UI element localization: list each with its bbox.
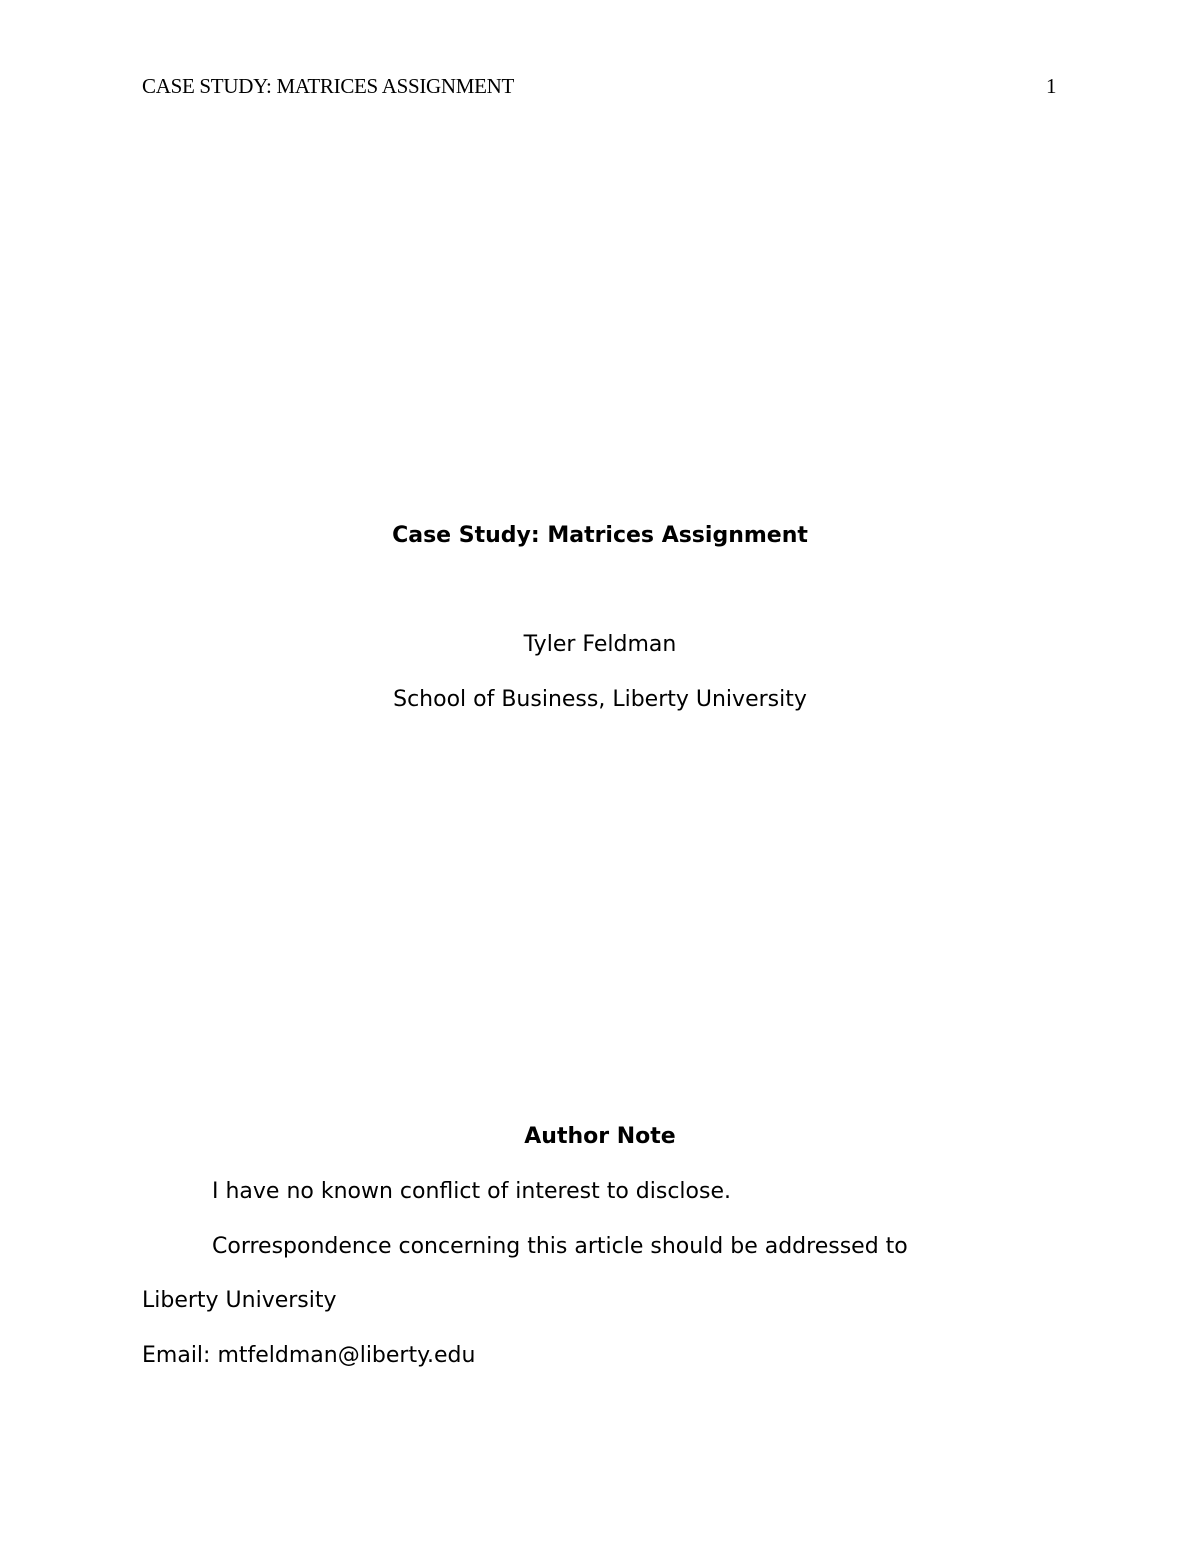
correspondence-recipient: Liberty University	[142, 1288, 337, 1313]
paper-title: Case Study: Matrices Assignment	[392, 523, 808, 548]
running-head: CASE STUDY: MATRICES ASSIGNMENT	[142, 74, 515, 98]
conflict-statement: I have no known conflict of interest to disclose.	[212, 1179, 731, 1204]
author-note-heading: Author Note	[524, 1124, 676, 1149]
page-number: 1	[1046, 74, 1057, 98]
author-affiliation: School of Business, Liberty University	[393, 687, 807, 712]
email-line: Email: mtfeldman@liberty.edu	[142, 1343, 476, 1368]
correspondence-line: Correspondence concerning this article should be addressed to	[212, 1234, 908, 1259]
author-name: Tyler Feldman	[523, 632, 677, 657]
